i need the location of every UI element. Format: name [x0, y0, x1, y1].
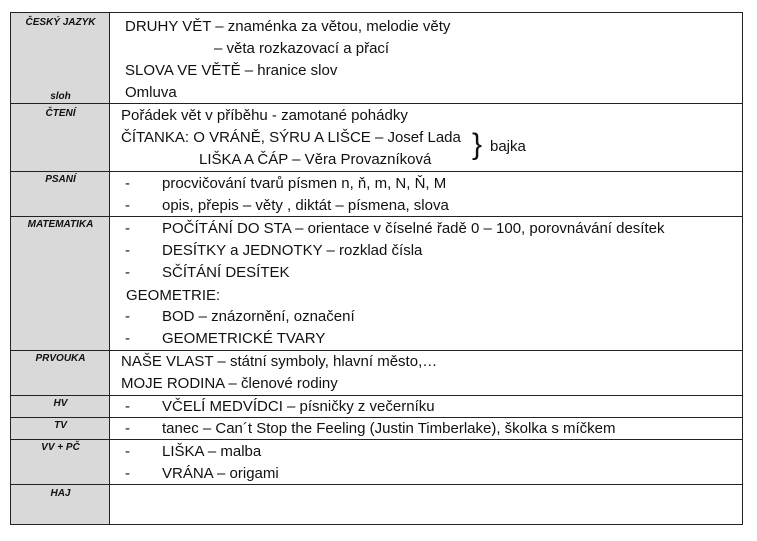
subject-hv: HV	[53, 398, 68, 409]
row-hv	[11, 396, 742, 418]
text-line: DRUHY VĚT – znaménka za větou, melodie věty	[125, 18, 451, 35]
subject-label-cell	[11, 104, 110, 171]
cteni-content	[110, 104, 742, 171]
subject-cesky-jazyk: ČESKÝ JAZYK	[25, 17, 96, 28]
subject-label-cell	[11, 351, 110, 395]
matematika-content	[110, 217, 742, 350]
bullet-dash: -	[125, 220, 130, 237]
bullet-dash: -	[125, 398, 130, 415]
vv-pc-content	[110, 440, 742, 484]
subject-psani: PSANÍ	[45, 174, 76, 185]
list-item: POČÍTÁNÍ DO STA – orientace v číselné řadě 0 – 100, porovnávání desítek	[162, 220, 665, 237]
row-cesky-jazyk	[11, 13, 742, 104]
row-prvouka	[11, 351, 742, 396]
geometry-heading: GEOMETRIE:	[126, 287, 221, 304]
bullet-dash: -	[125, 175, 130, 192]
text-line: Pořádek vět v příběhu - zamotané pohádky	[121, 107, 408, 124]
text-line: SLOVA VE VĚTĚ – hranice slov	[125, 62, 338, 79]
weekly-plan-table	[10, 12, 743, 525]
row-psani	[11, 172, 742, 217]
bullet-dash: -	[125, 264, 130, 281]
list-item: GEOMETRICKÉ TVARY	[162, 330, 326, 347]
subject-label-cell	[11, 396, 110, 417]
row-haj	[11, 485, 742, 524]
tv-content	[110, 418, 742, 439]
text-line: MOJE RODINA – členové rodiny	[121, 375, 338, 392]
subject-sloh: sloh	[50, 91, 71, 102]
list-item: tanec – Can´t Stop the Feeling (Justin Timberlake), školka s míčkem	[162, 420, 616, 437]
text-line: LIŠKA A ČÁP – Věra Provazníková	[199, 151, 432, 168]
bullet-dash: -	[125, 443, 130, 460]
subject-matematika: MATEMATIKA	[27, 219, 94, 230]
prvouka-content	[110, 351, 742, 395]
list-item: LIŠKA – malba	[162, 443, 262, 460]
row-matematika	[11, 217, 742, 351]
text-line: – věta rozkazovací a přací	[214, 40, 390, 57]
subject-haj: HAJ	[50, 488, 71, 499]
bullet-dash: -	[125, 197, 130, 214]
list-item: procvičování tvarů písmen n, ň, m, N, Ň, M	[162, 175, 447, 192]
list-item: DESÍTKY a JEDNOTKY – rozklad čísla	[162, 242, 423, 259]
haj-content	[110, 485, 742, 524]
brace-icon: }	[472, 128, 483, 161]
psani-content	[110, 172, 742, 216]
bullet-dash: -	[125, 420, 130, 437]
text-line: Omluva	[125, 84, 177, 101]
row-vv-pc	[11, 440, 742, 485]
subject-cteni: ČTENÍ	[45, 108, 76, 119]
subject-label-cell	[11, 418, 110, 439]
subject-label-cell	[11, 13, 110, 103]
bullet-dash: -	[125, 242, 130, 259]
row-tv	[11, 418, 742, 440]
subject-label-cell	[11, 485, 110, 524]
text-line: ČÍTANKA: O VRÁNĚ, SÝRU A LIŠCE – Josef Lada	[121, 129, 461, 146]
bullet-dash: -	[125, 330, 130, 347]
subject-tv: TV	[54, 420, 67, 431]
row-cteni	[11, 104, 742, 172]
bullet-dash: -	[125, 308, 130, 325]
bullet-dash: -	[125, 465, 130, 482]
list-item: BOD – znázornění, označení	[162, 308, 355, 325]
list-item: SČÍTÁNÍ DESÍTEK	[162, 264, 290, 281]
text-line: NAŠE VLAST – státní symboly, hlavní město,…	[121, 353, 438, 370]
bajka-label: bajka	[490, 138, 526, 155]
subject-prvouka: PRVOUKA	[35, 353, 86, 364]
subject-label-cell	[11, 217, 110, 350]
subject-vv-pc: VV + PČ	[41, 442, 80, 453]
list-item: VRÁNA – origami	[162, 465, 279, 482]
cesky-jazyk-content	[110, 13, 742, 103]
subject-label-cell	[11, 440, 110, 484]
subject-label-cell	[11, 172, 110, 216]
list-item: VČELÍ MEDVÍDCI – písničky z večerníku	[162, 398, 435, 415]
list-item: opis, přepis – věty , diktát – písmena, slova	[162, 197, 449, 214]
hv-content	[110, 396, 742, 417]
